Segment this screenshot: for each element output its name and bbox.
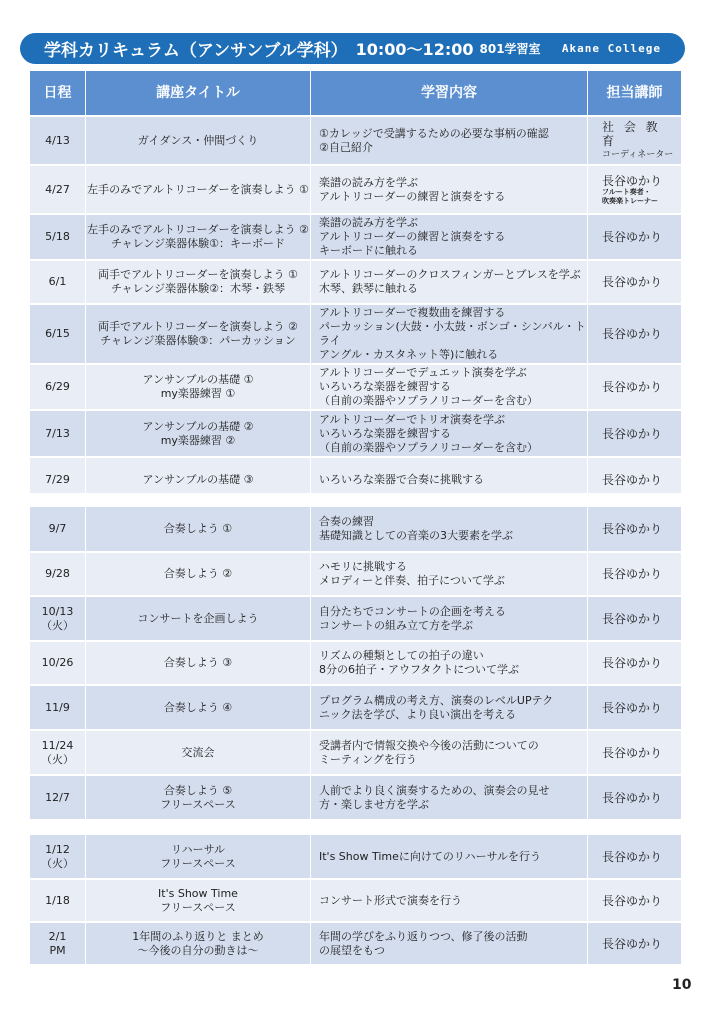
teacher-name: 長谷ゆかり bbox=[602, 275, 663, 289]
row-content: 楽譜の読み方を学ぶ アルトリコーダーの練習と演奏をする bbox=[311, 166, 588, 215]
row-teacher bbox=[588, 553, 681, 597]
term-divider bbox=[30, 821, 681, 835]
row-title: リハーサル フリースペース bbox=[86, 835, 311, 880]
row-date: 11/9 bbox=[30, 686, 86, 731]
row-title: 左手のみでアルトリコーダーを演奏しよう ② チャレンジ楽器体験①：キーボード bbox=[86, 215, 311, 261]
row-content: アルトリコーダーで複数曲を練習する パーカッション(大鼓・小太鼓・ボンゴ・シンバル・トライ アングル・カスタネット等)に触れる bbox=[311, 305, 588, 365]
row-teacher bbox=[588, 117, 681, 166]
teacher-name: 長谷ゆかり bbox=[602, 849, 663, 864]
row-date: 6/29 bbox=[30, 365, 86, 411]
table-row bbox=[30, 553, 681, 597]
header-teacher: 担当講師 bbox=[588, 71, 681, 117]
row-date: 5/18 bbox=[30, 215, 86, 261]
row-title: 1年間のふり返りと まとめ 〜今後の自分の動きは〜 bbox=[86, 923, 311, 966]
teacher-name: 長谷ゆかり bbox=[602, 173, 663, 188]
teacher-role: 社 会 教 育 bbox=[602, 119, 661, 148]
table-row bbox=[30, 261, 681, 305]
page-number: 10 bbox=[672, 977, 692, 993]
table-header-row bbox=[30, 71, 681, 117]
row-date: 6/15 bbox=[30, 305, 86, 365]
row-date: 6/1 bbox=[30, 261, 86, 305]
table-row bbox=[30, 117, 681, 166]
table-row bbox=[30, 776, 681, 821]
row-title: コンサートを企画しよう bbox=[86, 597, 311, 642]
table-row bbox=[30, 507, 681, 553]
table-row bbox=[30, 166, 681, 215]
row-content: ①カレッジで受講するための必要な事柄の確認 ②自己紹介 bbox=[311, 117, 588, 166]
row-title: ガイダンス・仲間づくり bbox=[86, 117, 311, 166]
curriculum-table-term1 bbox=[30, 71, 681, 503]
row-content: 人前でより良く演奏するための、演奏会の見せ 方・楽しませ方を学ぶ bbox=[311, 776, 588, 821]
table-row bbox=[30, 731, 681, 776]
table-row bbox=[30, 365, 681, 411]
teacher-name: 長谷ゆかり bbox=[602, 327, 663, 341]
table-row bbox=[30, 642, 681, 686]
row-content: 楽譜の読み方を学ぶ アルトリコーダーの練習と演奏をする キーボードに触れる bbox=[311, 215, 588, 261]
row-teacher bbox=[588, 411, 681, 458]
table-row bbox=[30, 411, 681, 458]
teacher-note: フルート奏者・ 吹奏楽トレーナー bbox=[602, 187, 658, 205]
teacher-name: 長谷ゆかり bbox=[602, 230, 663, 244]
row-title: アンサンブルの基礎 ① my楽器練習 ① bbox=[86, 365, 311, 411]
teacher-name: 長谷ゆかり bbox=[602, 700, 663, 715]
teacher-name: 長谷ゆかり bbox=[602, 426, 663, 441]
row-date: 12/7 bbox=[30, 776, 86, 821]
table-row bbox=[30, 880, 681, 923]
row-title: アンサンブルの基礎 ② my楽器練習 ② bbox=[86, 411, 311, 458]
row-teacher bbox=[588, 880, 681, 923]
row-title: 合奏しよう ⑤ フリースペース bbox=[86, 776, 311, 821]
term-divider bbox=[30, 493, 681, 507]
teacher-name: 長谷ゆかり bbox=[602, 472, 663, 487]
row-teacher bbox=[588, 686, 681, 731]
row-content: アルトリコーダーでトリオ演奏を学ぶ いろいろな楽器を練習する （自前の楽器やソプラノリコーダーを含む） bbox=[311, 411, 588, 458]
row-teacher bbox=[588, 365, 681, 411]
row-content: アルトリコーダーでデュエット演奏を学ぶ いろいろな楽器を練習する （自前の楽器やソプラノリコーダーを含む） bbox=[311, 365, 588, 411]
row-content: プログラム構成の考え方、演奏のレベルUPテク ニック法を学び、より良い演出を考える bbox=[311, 686, 588, 731]
row-content: コンサート形式で演奏を行う bbox=[311, 880, 588, 923]
teacher-name: 長谷ゆかり bbox=[602, 745, 663, 760]
row-teacher bbox=[588, 776, 681, 821]
teacher-role-sub: コーディネーター bbox=[602, 149, 674, 160]
row-date: 11/24 （火） bbox=[30, 731, 86, 776]
row-teacher bbox=[588, 507, 681, 553]
row-content: 合奏の練習 基礎知識としての音楽の3大要素を学ぶ bbox=[311, 507, 588, 553]
row-date: 10/13 （火） bbox=[30, 597, 86, 642]
row-content: アルトリコーダーのクロスフィンガーとブレスを学ぶ 木琴、鉄琴に触れる bbox=[311, 261, 588, 305]
row-teacher bbox=[588, 923, 681, 966]
row-content: リズムの種類としての拍子の違い 8分の6拍子・アウフタクトについて学ぶ bbox=[311, 642, 588, 686]
banner-time: 10:00〜12:00 bbox=[355, 40, 474, 59]
row-date: 9/7 bbox=[30, 507, 86, 553]
table-row bbox=[30, 835, 681, 880]
teacher-name: 長谷ゆかり bbox=[602, 522, 663, 536]
table-row bbox=[30, 686, 681, 731]
row-title: 交流会 bbox=[86, 731, 311, 776]
row-teacher bbox=[588, 166, 681, 215]
row-date: 1/18 bbox=[30, 880, 86, 923]
header-title: 講座タイトル bbox=[86, 71, 311, 117]
row-date: 1/12 （火） bbox=[30, 835, 86, 880]
row-date: 7/13 bbox=[30, 411, 86, 458]
row-title: 合奏しよう ② bbox=[86, 553, 311, 597]
row-title: It's Show Time フリースペース bbox=[86, 880, 311, 923]
row-teacher bbox=[588, 731, 681, 776]
row-title: アンサンブルの基礎 ③ bbox=[86, 458, 311, 503]
row-title: 両手でアルトリコーダーを演奏しよう ② チャレンジ楽器体験③：パーカッション bbox=[86, 305, 311, 365]
row-title: 左手のみでアルトリコーダーを演奏しよう ① bbox=[86, 166, 311, 215]
curriculum-table-term3 bbox=[30, 835, 681, 966]
teacher-name: 長谷ゆかり bbox=[602, 936, 663, 951]
row-date: 4/13 bbox=[30, 117, 86, 166]
curriculum-title-banner bbox=[20, 33, 685, 64]
row-date: 4/27 bbox=[30, 166, 86, 215]
row-teacher bbox=[588, 261, 681, 305]
row-date: 7/29 bbox=[30, 458, 86, 503]
row-teacher bbox=[588, 642, 681, 686]
row-date: 9/28 bbox=[30, 553, 86, 597]
teacher-name: 長谷ゆかり bbox=[602, 611, 663, 626]
row-date: 10/26 bbox=[30, 642, 86, 686]
row-content: It's Show Timeに向けてのリハーサルを行う bbox=[311, 835, 588, 880]
banner-title: 学科カリキュラム（アンサンブル学科） bbox=[44, 41, 348, 61]
banner-room: 801学習室 bbox=[479, 42, 541, 56]
row-title: 合奏しよう ④ bbox=[86, 686, 311, 731]
row-content: ハモリに挑戦する メロディーと伴奏、拍子について学ぶ bbox=[311, 553, 588, 597]
banner-college: Akane College bbox=[561, 42, 661, 55]
row-teacher bbox=[588, 215, 681, 261]
table-row bbox=[30, 597, 681, 642]
row-teacher bbox=[588, 597, 681, 642]
row-content: 自分たちでコンサートの企画を考える コンサートの組み立て方を学ぶ bbox=[311, 597, 588, 642]
row-content: 受講者内で情報交換や今後の活動についての ミーティングを行う bbox=[311, 731, 588, 776]
teacher-name: 長谷ゆかり bbox=[602, 380, 663, 394]
row-date: 2/1 PM bbox=[30, 923, 86, 966]
header-content: 学習内容 bbox=[311, 71, 588, 117]
row-content: いろいろな楽器で合奏に挑戦する bbox=[311, 458, 588, 503]
row-title: 両手でアルトリコーダーを演奏しよう ① チャレンジ楽器体験②：木琴・鉄琴 bbox=[86, 261, 311, 305]
teacher-name: 長谷ゆかり bbox=[602, 790, 663, 805]
row-title: 合奏しよう ① bbox=[86, 507, 311, 553]
teacher-name: 長谷ゆかり bbox=[602, 567, 663, 581]
header-date: 日程 bbox=[30, 71, 86, 117]
table-row bbox=[30, 305, 681, 365]
table-row bbox=[30, 215, 681, 261]
row-teacher bbox=[588, 305, 681, 365]
curriculum-table-term2 bbox=[30, 507, 681, 821]
teacher-name: 長谷ゆかり bbox=[602, 656, 663, 670]
teacher-name: 長谷ゆかり bbox=[602, 893, 663, 908]
row-teacher bbox=[588, 835, 681, 880]
table-row bbox=[30, 923, 681, 966]
row-title: 合奏しよう ③ bbox=[86, 642, 311, 686]
row-content: 年間の学びをふり返りつつ、修了後の活動 の展望をもつ bbox=[311, 923, 588, 966]
